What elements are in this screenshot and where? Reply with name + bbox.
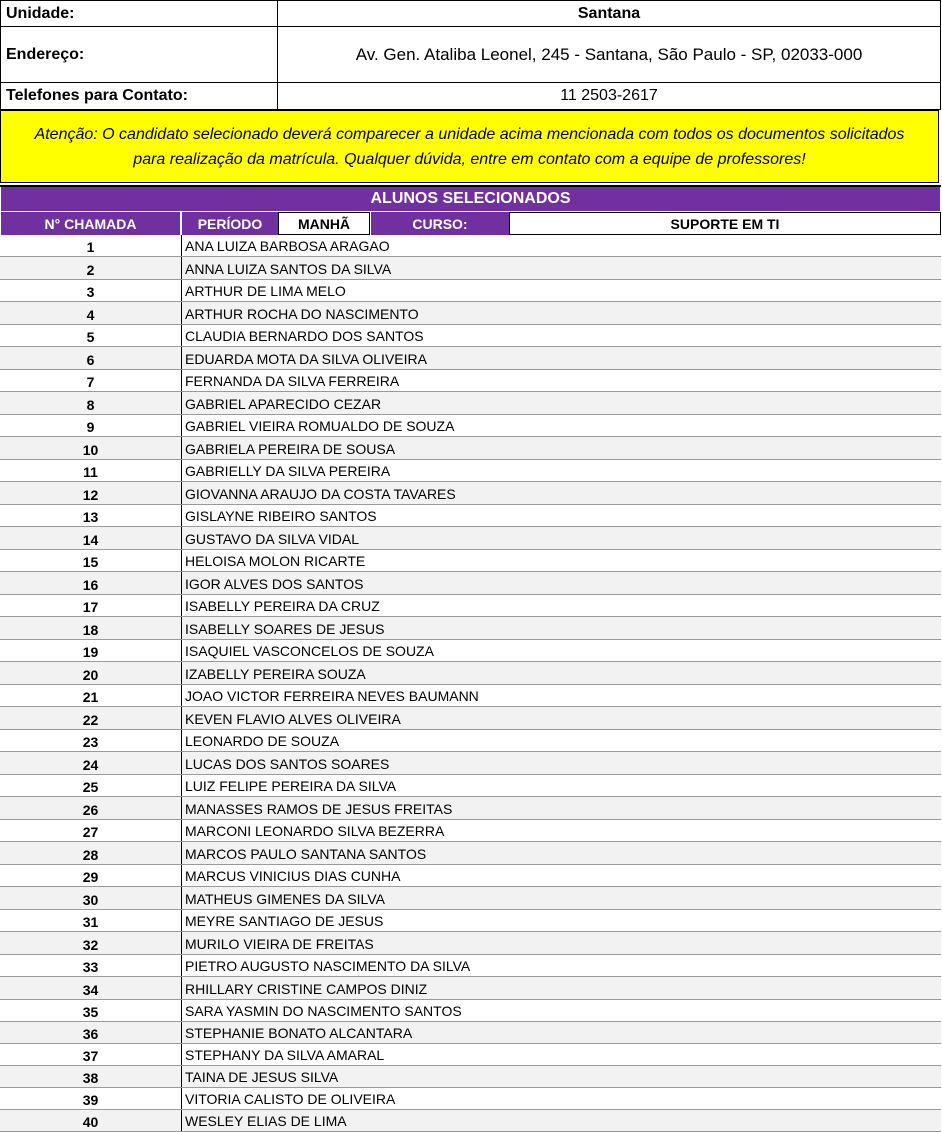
call-number: 8 <box>86 397 95 413</box>
table-row <box>0 752 941 775</box>
list-title: ALUNOS SELECIONADOS <box>1 187 940 211</box>
table-row <box>0 527 941 550</box>
student-name: IGOR ALVES DOS SANTOS <box>181 572 941 594</box>
student-name: HELOISA MOLON RICARTE <box>181 550 941 571</box>
student-name: KEVEN FLAVIO ALVES OLIVEIRA <box>181 707 941 729</box>
table-row <box>0 955 941 977</box>
address-row <box>1 27 941 83</box>
phone-label: Telefones para Contato: <box>1 83 278 110</box>
table-row <box>0 685 941 707</box>
student-name: ISABELLY PEREIRA DA CRUZ <box>181 595 941 616</box>
student-name: LUIZ FELIPE PEREIRA DA SILVA <box>181 775 941 796</box>
call-number: 39 <box>82 1092 99 1108</box>
call-number: 40 <box>82 1114 99 1130</box>
student-name: FERNANDA DA SILVA FERREIRA <box>181 370 941 391</box>
table-row <box>0 1044 941 1066</box>
phone-value: 11 2503-2617 <box>278 83 941 110</box>
call-number: 22 <box>82 712 99 728</box>
call-number: 16 <box>82 577 99 593</box>
student-name: RHILLARY CRISTINE CAMPOS DINIZ <box>181 977 941 999</box>
student-name: EDUARDA MOTA DA SILVA OLIVEIRA <box>181 347 941 369</box>
call-number: 30 <box>82 892 99 908</box>
call-number: 9 <box>86 419 95 435</box>
call-number: 11 <box>83 464 98 480</box>
call-number: 27 <box>82 824 99 840</box>
student-name: GISLAYNE RIBEIRO SANTOS <box>181 505 941 526</box>
student-name: ISAQUIEL VASCONCELOS DE SOUZA <box>181 640 941 661</box>
student-name: GIOVANNA ARAUJO DA COSTA TAVARES <box>181 482 941 504</box>
call-number: 12 <box>82 487 99 503</box>
table-row <box>0 1088 941 1110</box>
student-name: PIETRO AUGUSTO NASCIMENTO DA SILVA <box>181 955 941 976</box>
table-row <box>0 415 941 437</box>
table-row <box>0 977 941 1000</box>
table-row <box>0 842 941 865</box>
table-row <box>0 302 941 325</box>
student-name: STEPHANIE BONATO ALCANTARA <box>181 1022 941 1043</box>
table-row <box>0 437 941 460</box>
student-name: ANA LUIZA BARBOSA ARAGAO <box>181 235 941 256</box>
table-row <box>0 325 941 347</box>
call-number: 7 <box>86 374 95 390</box>
table-row <box>0 640 941 662</box>
call-number: 29 <box>82 869 99 885</box>
student-name: ISABELLY SOARES DE JESUS <box>181 617 941 639</box>
call-number: 10 <box>82 442 99 458</box>
call-number: 32 <box>82 937 99 953</box>
address-label: Endereço: <box>1 27 278 83</box>
table-row <box>0 707 941 730</box>
student-name: MATHEUS GIMENES DA SILVA <box>181 887 941 909</box>
table-row <box>0 730 941 752</box>
student-name: JOAO VICTOR FERREIRA NEVES BAUMANN <box>181 685 941 706</box>
table-row <box>0 1022 941 1044</box>
student-name: GABRIELA PEREIRA DE SOUSA <box>181 437 941 459</box>
call-number: 17 <box>82 599 99 615</box>
call-number: 19 <box>82 644 99 660</box>
table-row <box>0 280 941 302</box>
student-name: ARTHUR DE LIMA MELO <box>181 280 941 301</box>
table-row <box>0 662 941 685</box>
student-name: TAINA DE JESUS SILVA <box>181 1066 941 1087</box>
call-number: 34 <box>82 982 99 998</box>
table-row <box>0 257 941 280</box>
table-row <box>0 887 941 910</box>
call-number: 37 <box>82 1048 99 1064</box>
call-number: 3 <box>86 284 95 300</box>
table-row <box>0 910 941 932</box>
student-name: MARCUS VINICIUS DIAS CUNHA <box>181 865 941 886</box>
student-name: CLAUDIA BERNARDO DOS SANTOS <box>181 325 941 346</box>
table-row <box>0 392 941 415</box>
student-name: LEONARDO DE SOUZA <box>181 730 941 751</box>
table-row <box>0 1000 941 1022</box>
call-number: 28 <box>82 847 99 863</box>
table-row <box>0 482 941 505</box>
table-row <box>0 572 941 595</box>
call-number: 33 <box>82 959 99 975</box>
table-row <box>0 775 941 797</box>
student-name: STEPHANY DA SILVA AMARAL <box>181 1044 941 1065</box>
period-value: MANHÃ <box>278 212 370 235</box>
call-number: 2 <box>86 262 95 278</box>
table-row <box>0 460 941 482</box>
student-name: ANNA LUIZA SANTOS DA SILVA <box>181 257 941 279</box>
table-row <box>0 820 941 842</box>
attention-notice <box>0 110 939 183</box>
table-row <box>0 617 941 640</box>
student-name: MEYRE SANTIAGO DE JESUS <box>181 910 941 931</box>
period-label: PERÍODO <box>182 212 278 235</box>
call-number: 26 <box>82 802 99 818</box>
call-number: 31 <box>82 914 99 930</box>
student-name: IZABELLY PEREIRA SOUZA <box>181 662 941 684</box>
call-number: 21 <box>82 689 99 705</box>
table-row <box>0 235 941 257</box>
address-value: Av. Gen. Ataliba Leonel, 245 - Santana, São Paulo - SP, 02033-000 <box>278 27 941 83</box>
table-row <box>0 932 941 955</box>
attention-notice-text: Atenção: O candidato selecionado deverá comparecer a unidade acima mencionada com todos os documentos solicitados para realização da matrícula. Qualquer dúvida, entre em contato com a equipe de professores! <box>34 125 905 168</box>
table-row <box>0 1066 941 1088</box>
student-name: GUSTAVO DA SILVA VIDAL <box>181 527 941 549</box>
student-name: GABRIEL VIEIRA ROMUALDO DE SOUZA <box>181 415 941 436</box>
call-number: 6 <box>86 352 95 368</box>
student-name: ARTHUR ROCHA DO NASCIMENTO <box>181 302 941 324</box>
call-number: 38 <box>82 1070 99 1086</box>
course-value: SUPORTE EM TI <box>509 212 941 235</box>
table-row <box>0 865 941 887</box>
unit-info-table <box>0 0 941 110</box>
table-row <box>0 550 941 572</box>
call-number: 23 <box>82 734 99 750</box>
number-column-header: N° CHAMADA <box>1 212 180 235</box>
table-row <box>0 797 941 820</box>
student-name: GABRIEL APARECIDO CEZAR <box>181 392 941 414</box>
unit-row <box>1 1 941 27</box>
table-row <box>0 370 941 392</box>
call-number: 25 <box>82 779 99 795</box>
call-number: 20 <box>82 667 99 683</box>
student-name: VITORIA CALISTO DE OLIVEIRA <box>181 1088 941 1109</box>
student-name: MANASSES RAMOS DE JESUS FREITAS <box>181 797 941 819</box>
table-row <box>0 595 941 617</box>
unit-label: Unidade: <box>1 1 278 27</box>
student-name: MARCONI LEONARDO SILVA BEZERRA <box>181 820 941 841</box>
call-number: 36 <box>82 1026 99 1042</box>
call-number: 15 <box>82 554 99 570</box>
phone-row <box>1 83 941 110</box>
call-number: 35 <box>82 1004 99 1020</box>
list-subheader <box>1 212 941 235</box>
students-list <box>0 235 941 1132</box>
student-name: GABRIELLY DA SILVA PEREIRA <box>181 460 941 481</box>
course-label: CURSO: <box>371 212 509 235</box>
call-number: 24 <box>82 757 99 773</box>
table-row <box>0 505 941 527</box>
call-number: 13 <box>82 509 99 525</box>
call-number: 4 <box>86 307 95 323</box>
call-number: 14 <box>82 532 99 548</box>
student-name: MARCOS PAULO SANTANA SANTOS <box>181 842 941 864</box>
student-name: MURILO VIEIRA DE FREITAS <box>181 932 941 954</box>
student-name: LUCAS DOS SANTOS SOARES <box>181 752 941 774</box>
call-number: 18 <box>82 622 99 638</box>
student-name: SARA YASMIN DO NASCIMENTO SANTOS <box>181 1000 941 1021</box>
table-row <box>0 347 941 370</box>
call-number: 5 <box>86 329 95 345</box>
call-number: 1 <box>86 239 95 255</box>
table-row <box>0 1110 941 1132</box>
unit-value: Santana <box>278 1 941 27</box>
student-name: WESLEY ELIAS DE LIMA <box>181 1110 941 1131</box>
